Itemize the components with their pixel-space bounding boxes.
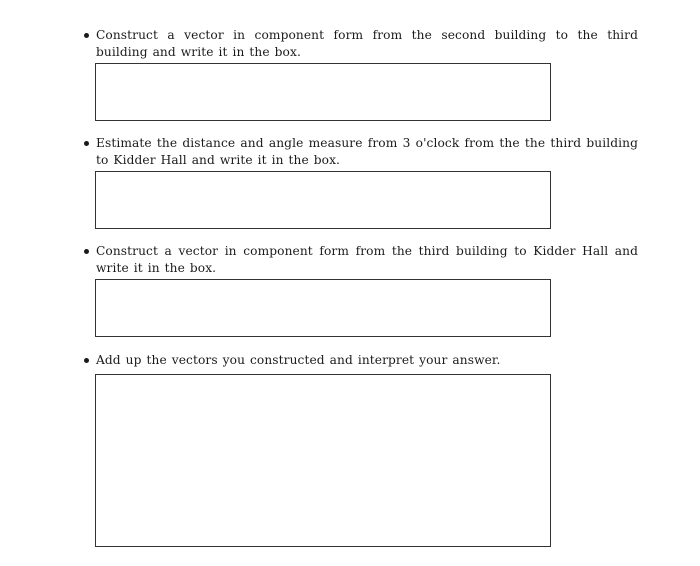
answer-box-4[interactable] [95, 374, 551, 547]
answer-box-3[interactable] [95, 279, 551, 337]
question-3-prompt: Construct a vector in component form from the third building to Kidder Hall and write it in the box. [96, 244, 638, 275]
answer-box-1[interactable] [95, 63, 551, 121]
bullet-3 [84, 249, 89, 254]
question-2-prompt: Estimate the distance and angle measure from 3 o'clock from the the third building to Kidder Hall and write it in the box. [96, 136, 638, 167]
question-4-prompt: Add up the vectors you constructed and interpret your answer. [96, 353, 501, 367]
bullet-1 [84, 33, 89, 38]
question-1-prompt: Construct a vector in component form from the second building to the third building and write it in the box. [96, 28, 638, 59]
bullet-2 [84, 141, 89, 146]
answer-box-2[interactable] [95, 171, 551, 229]
bullet-4 [84, 358, 89, 363]
